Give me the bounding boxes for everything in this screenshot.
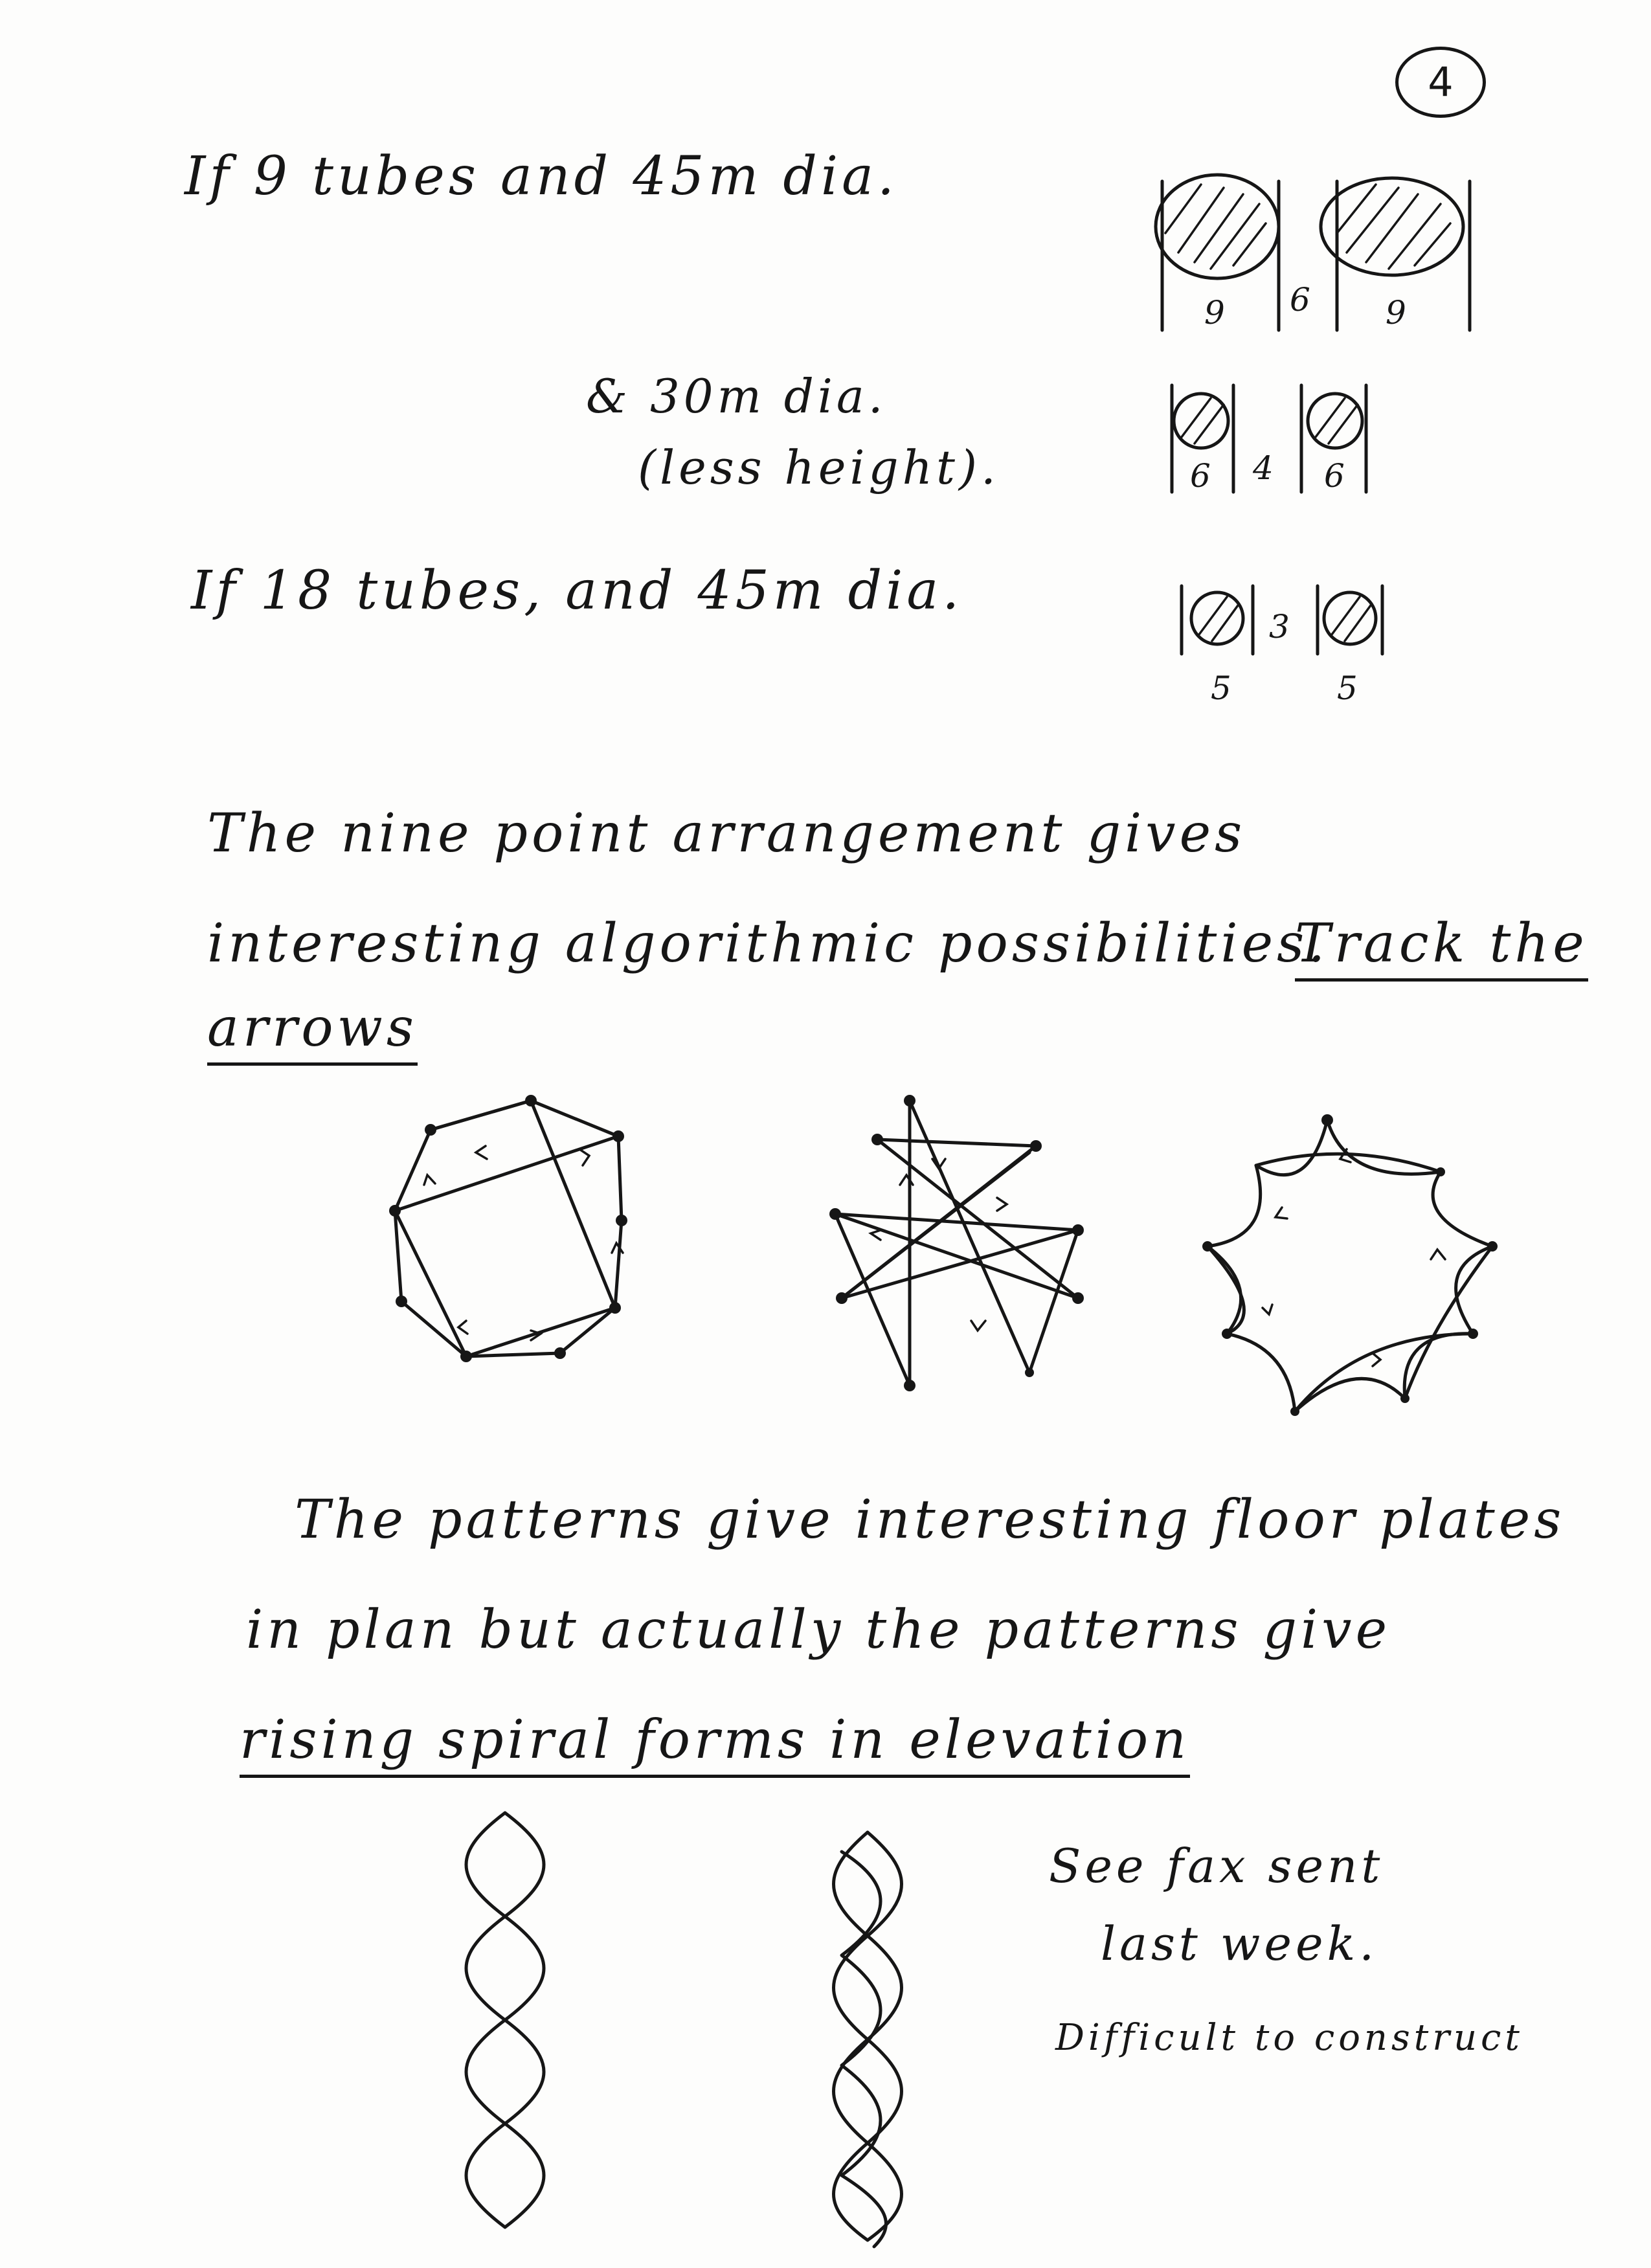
paragraph-2-line-3: rising spiral forms in elevation [240, 1709, 1190, 1778]
tube-diagram-1-gap: 6 [1290, 281, 1310, 319]
nine-point-star-sketch [829, 1095, 1084, 1391]
nine-point-curved-star-sketch [1202, 1114, 1498, 1416]
tube-diagram-2-gap: 4 [1253, 449, 1274, 487]
paragraph-1-track-the: Track the [1295, 913, 1588, 982]
side-note-difficult: Difficult to construct [1055, 2017, 1523, 2059]
paragraph-1-line-2: interesting algorithmic possibilities. [207, 913, 1329, 974]
tube-diagram-1-left: 9 [1204, 294, 1225, 331]
side-note-last-week: last week. [1101, 1916, 1378, 1971]
tube-diagram-2-left: 6 [1190, 457, 1211, 495]
tube-diagram-9-6-9 [1156, 175, 1470, 331]
page-number: 4 [1395, 47, 1486, 118]
spiral-elevation-sketch-1 [466, 1813, 544, 2227]
tube-diagram-2-right: 6 [1324, 457, 1345, 495]
spiral-elevation-sketch-2 [834, 1832, 902, 2247]
tube-diagram-3-left: 5 [1211, 669, 1231, 707]
tube-diagram-6-4-6 [1172, 385, 1366, 495]
paragraph-2-line-1: The patterns give interesting floor plates [295, 1489, 1566, 1551]
paragraph-2-line-2: in plan but actually the patterns give [246, 1599, 1391, 1661]
tube-diagram-1-right: 9 [1386, 294, 1406, 331]
paragraph-1-arrows: arrows [207, 997, 418, 1066]
side-note-fax: See fax sent [1049, 1839, 1384, 1893]
note-line-9-tubes: If 9 tubes and 45m dia. [185, 146, 899, 207]
tube-diagram-3-gap: 3 [1269, 608, 1290, 646]
nine-point-polygon-sketch [389, 1095, 627, 1362]
paragraph-1-line-1: The nine point arrangement gives [207, 803, 1246, 864]
tube-diagram-5-3-5 [1182, 586, 1382, 707]
note-line-18-tubes: If 18 tubes, and 45m dia. [191, 560, 963, 622]
note-line-less-height: (less height). [638, 440, 1000, 495]
tube-diagram-3-right: 5 [1337, 669, 1358, 707]
note-line-30m: & 30m dia. [586, 369, 887, 423]
